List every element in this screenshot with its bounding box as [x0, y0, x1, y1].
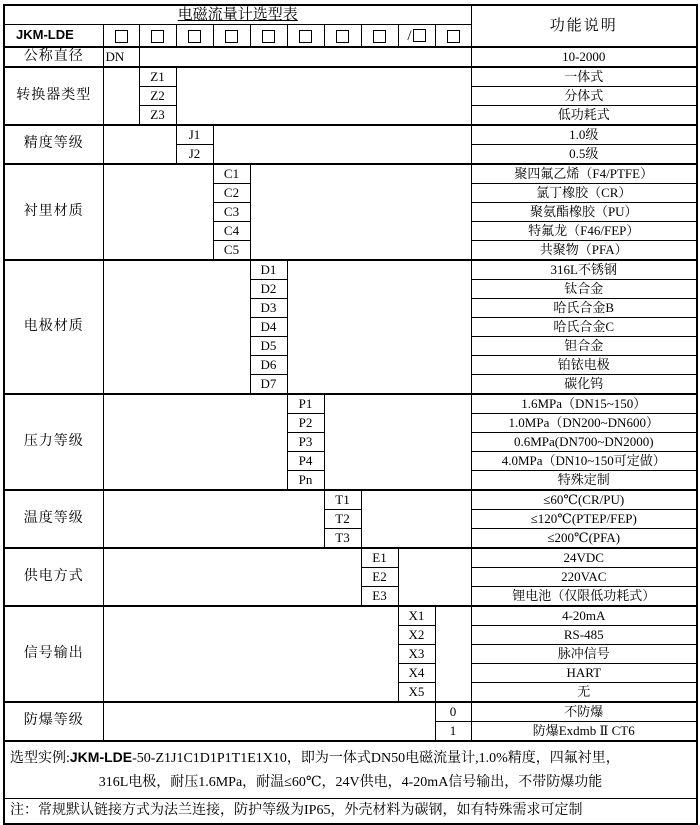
code-cell-d2: D2: [250, 279, 287, 298]
blank-cell: [287, 260, 471, 394]
code-cell-z2: Z2: [139, 86, 176, 105]
desc-cell: 钛合金: [471, 279, 697, 298]
code-cell-e1: E1: [361, 548, 398, 568]
model-digit-cell-9: [398, 25, 435, 47]
desc-cell: 0.6MPa(DN700~DN2000): [471, 432, 697, 451]
desc-cell: 4-20mA: [471, 606, 697, 626]
checkbox-icon[interactable]: [188, 30, 201, 43]
model-digit-cell-2: [139, 25, 176, 47]
desc-cell: 聚氨酯橡胶（PU）: [471, 202, 697, 221]
blank-cell: [361, 490, 471, 548]
desc-cell: 0.5级: [471, 144, 697, 164]
desc-cell: 锂电池（仅限低功耗式）: [471, 586, 697, 606]
blank-cell: [213, 125, 471, 164]
blank-cell: [103, 606, 398, 702]
desc-cell: 铂铱电极: [471, 355, 697, 374]
code-cell-c5: C5: [213, 240, 250, 260]
code-cell-1: 1: [435, 721, 471, 741]
code-cell-c3: C3: [213, 202, 250, 221]
checkbox-icon[interactable]: [373, 30, 386, 43]
example-note-line2: 316L电极，耐压1.6MPa，耐温≤60℃，24V供电，4-20mA信号输出，不带防爆功能: [98, 774, 603, 790]
code-cell-j2: J2: [176, 144, 213, 164]
code-cell-d5: D5: [250, 336, 287, 355]
selection-table: [3, 4, 698, 825]
code-cell-z3: Z3: [139, 105, 176, 125]
desc-cell: 1.6MPa（DN15~150）: [471, 394, 697, 414]
section-label-signal-output: 信号输出: [4, 606, 103, 702]
desc-cell: 低功耗式: [471, 105, 697, 125]
desc-cell: 特氟龙（F46/FEP）: [471, 221, 697, 240]
desc-cell: 氯丁橡胶（CR）: [471, 183, 697, 202]
code-cell-d3: D3: [250, 298, 287, 317]
blank-cell: [103, 260, 250, 394]
desc-cell: 不防爆: [471, 702, 697, 722]
checkbox-icon[interactable]: [115, 30, 128, 43]
code-cell-d6: D6: [250, 355, 287, 374]
code-cell-x1: X1: [398, 606, 435, 626]
code-cell-x2: X2: [398, 625, 435, 644]
default-config-note: 注：常规默认链接方式为法兰连接，防护等级为IP65，外壳材料为碳钢，如有特殊需求可定制: [4, 798, 697, 824]
blank-cell: [103, 67, 139, 125]
section-label-converter-type: 转换器类型: [4, 67, 103, 125]
desc-cell: 24VDC: [471, 548, 697, 568]
section-label-pressure-rating: 压力等级: [4, 394, 103, 490]
desc-cell: 一体式: [471, 67, 697, 87]
code-cell-pn: Pn: [287, 470, 324, 490]
section-label-temperature-rating: 温度等级: [4, 490, 103, 548]
desc-cell: 共聚物（PFA）: [471, 240, 697, 260]
checkbox-icon[interactable]: [447, 30, 460, 43]
blank-cell: [250, 164, 471, 260]
code-cell-x4: X4: [398, 663, 435, 682]
desc-cell: 无: [471, 682, 697, 702]
blank-cell: [324, 394, 471, 490]
code-cell-c4: C4: [213, 221, 250, 240]
model-digit-cell-1: [103, 25, 139, 47]
code-cell-x3: X3: [398, 644, 435, 663]
example-model-bold: JKM-LDE: [69, 748, 133, 765]
desc-cell: ≤200℃(PFA): [471, 528, 697, 548]
checkbox-icon[interactable]: [151, 30, 164, 43]
section-label-explosion-proof: 防爆等级: [4, 702, 103, 741]
checkbox-icon[interactable]: [413, 29, 426, 42]
slash-separator: /: [407, 27, 412, 44]
table-title: 电磁流量计选型表: [4, 5, 471, 25]
blank-cell: [103, 125, 176, 164]
desc-cell: 220VAC: [471, 567, 697, 586]
desc-cell: 钽合金: [471, 336, 697, 355]
code-cell-p1: P1: [287, 394, 324, 414]
code-cell-t1: T1: [324, 490, 361, 510]
model-digit-cell-4: [213, 25, 250, 47]
checkbox-icon[interactable]: [262, 30, 275, 43]
section-label-liner-material: 衬里材质: [4, 164, 103, 260]
code-cell-dn: DN: [103, 47, 139, 67]
desc-cell: 分体式: [471, 86, 697, 105]
code-cell-0: 0: [435, 702, 471, 722]
blank-cell: [435, 606, 471, 702]
code-cell-t3: T3: [324, 528, 361, 548]
code-cell-t2: T2: [324, 509, 361, 528]
desc-cell: 脉冲信号: [471, 644, 697, 663]
code-cell-d1: D1: [250, 260, 287, 280]
code-cell-j1: J1: [176, 125, 213, 145]
code-cell-e3: E3: [361, 586, 398, 606]
model-prefix: JKM-LDE: [4, 25, 103, 47]
section-label-power-supply: 供电方式: [4, 548, 103, 606]
code-cell-d4: D4: [250, 317, 287, 336]
checkbox-icon[interactable]: [336, 30, 349, 43]
desc-cell: 316L不锈钢: [471, 260, 697, 280]
code-cell-p2: P2: [287, 413, 324, 432]
code-cell-d7: D7: [250, 374, 287, 394]
section-label-nominal-diameter: 公称直径: [4, 47, 103, 67]
desc-cell: 1.0级: [471, 125, 697, 145]
code-cell-x5: X5: [398, 682, 435, 702]
blank-cell: [103, 164, 213, 260]
desc-cell: 4.0MPa（DN10~150可定做）: [471, 451, 697, 470]
desc-cell: HART: [471, 663, 697, 682]
blank-cell: [103, 548, 361, 606]
code-cell-e2: E2: [361, 567, 398, 586]
code-cell-z1: Z1: [139, 67, 176, 87]
desc-cell: 哈氏合金B: [471, 298, 697, 317]
blank-cell: [103, 394, 287, 490]
model-digit-cell-5: [250, 25, 287, 47]
model-digit-cell-6: [287, 25, 324, 47]
code-cell-p3: P3: [287, 432, 324, 451]
selection-example-note: [4, 741, 697, 799]
section-label-accuracy-class: 精度等级: [4, 125, 103, 164]
checkbox-icon[interactable]: [299, 30, 312, 43]
blank-cell: [398, 548, 471, 606]
code-cell-c1: C1: [213, 164, 250, 184]
blank-cell: [139, 47, 471, 67]
checkbox-icon[interactable]: [225, 30, 238, 43]
desc-cell: 特殊定制: [471, 470, 697, 490]
desc-cell: ≤120℃(PTEP/FEP): [471, 509, 697, 528]
desc-cell: 10-2000: [471, 47, 697, 67]
model-digit-cell-8: [361, 25, 398, 47]
model-digit-cell-7: [324, 25, 361, 47]
model-digit-cell-3: [176, 25, 213, 47]
desc-cell: ≤60℃(CR/PU): [471, 490, 697, 510]
model-digit-cell-10: [435, 25, 471, 47]
code-cell-c2: C2: [213, 183, 250, 202]
desc-cell: 1.0MPa（DN200~DN600）: [471, 413, 697, 432]
desc-cell: 哈氏合金C: [471, 317, 697, 336]
blank-cell: [103, 490, 324, 548]
code-cell-p4: P4: [287, 451, 324, 470]
section-label-electrode-material: 电极材质: [4, 260, 103, 394]
desc-cell: 防爆Exdmb Ⅱ CT6: [471, 721, 697, 741]
function-header: 功能说明: [471, 5, 697, 47]
desc-cell: 聚四氟乙烯（F4/PTFE）: [471, 164, 697, 184]
desc-cell: RS-485: [471, 625, 697, 644]
desc-cell: 碳化钨: [471, 374, 697, 394]
blank-cell: [176, 67, 471, 125]
example-note-line1: 选型实例:JKM-LDE-50-Z1J1C1D1P1T1E1X10，即为一体式DN50电磁流量计,1.0%精度，四氟衬里，: [10, 748, 620, 766]
blank-cell: [103, 702, 435, 741]
